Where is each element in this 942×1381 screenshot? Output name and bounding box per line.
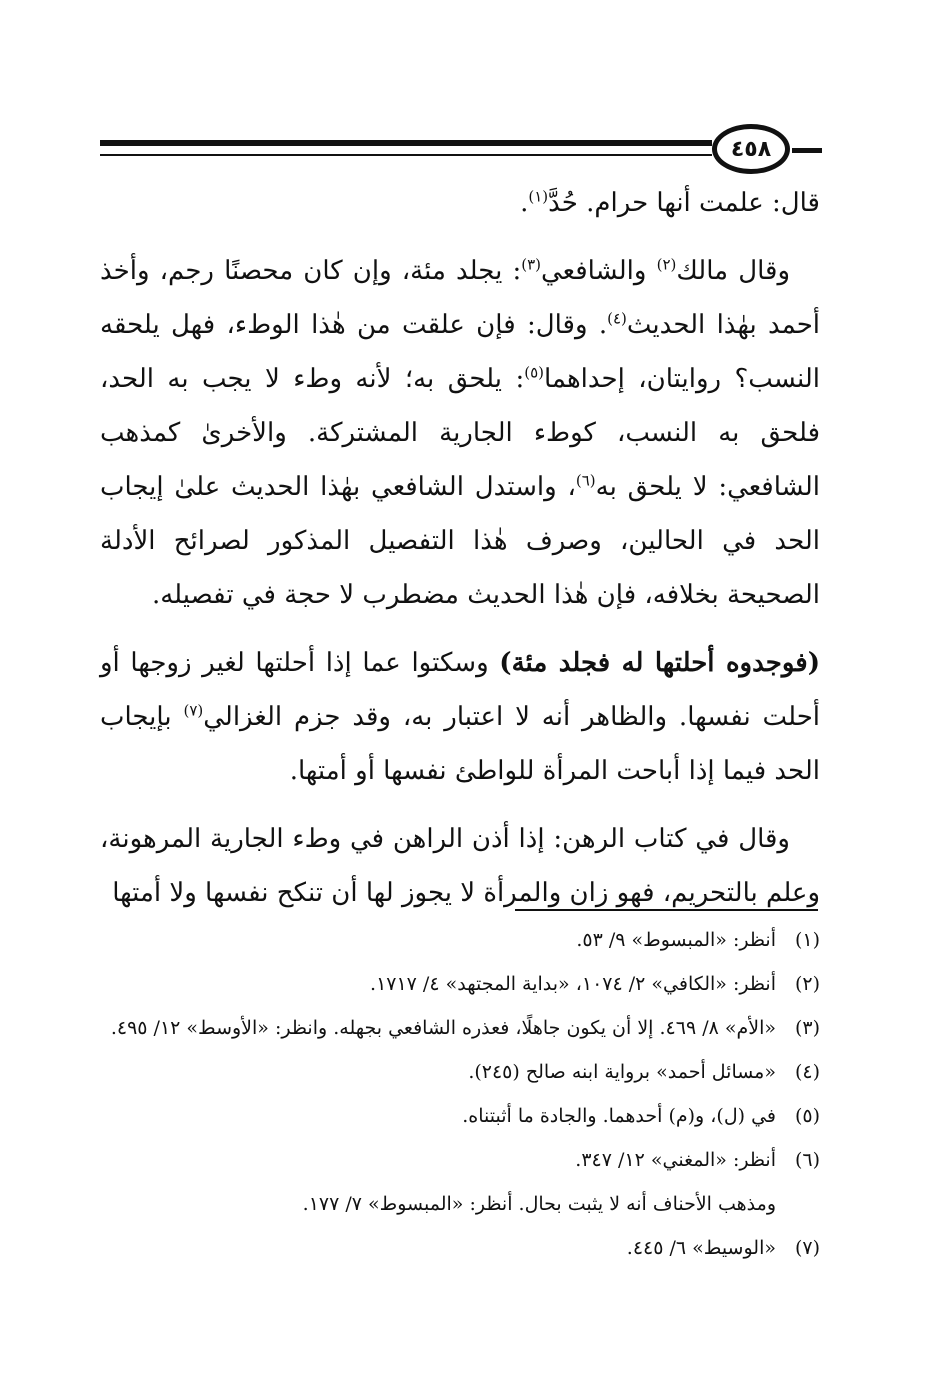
footnote: [100, 1228, 820, 1268]
footnote-ref: (١): [528, 187, 549, 206]
text-run: : يلحق به؛ لأنه وطء لا يجب به الحد، فلحق به النسب، كوطء الجارية المشتركة. والأخرىٰ كمذهب الشافعي: لا يلحق به: [100, 364, 820, 502]
footnote: [100, 1096, 820, 1136]
footnote-number: (٦): [794, 1149, 820, 1171]
text-run: قال: علمت أنها حرام. حُدَّ: [548, 188, 820, 218]
footnote-text: «مسائل أحمد» برواية ابنه صالح (٢٤٥).: [468, 1061, 776, 1083]
footnote-ref: (٧): [183, 701, 204, 720]
text-run: : يجلد مئة، وإن كان محصنًا رجم، وأخذ أحمد بهٰذا الحديث: [100, 256, 820, 340]
footnote-text: «الوسيط» ٦/ ٤٤٥.: [626, 1237, 776, 1259]
footnote-ref: (٦): [575, 471, 596, 490]
footnote-number: (١): [794, 929, 820, 951]
paragraph-p2: [100, 244, 820, 622]
footnote: [100, 964, 820, 1004]
paragraph-p3: [100, 636, 820, 798]
text-run: والشافعي: [541, 256, 657, 286]
footnote: [100, 1008, 820, 1048]
text-run: وسكتوا عما إذا أحلتها لغير زوجها أو أحلت نفسها. والظاهر أنه لا اعتبار به، وقد جزم الغزالي: [100, 648, 820, 732]
footnote-separator: [515, 909, 818, 911]
page-number-badge: [712, 124, 790, 174]
header-rule-thin: [100, 154, 712, 156]
text-run: وقال مالك: [676, 256, 791, 286]
footnote-text: أنظر: «الكافي» ٢/ ١٠٧٤، «بداية المجتهد» ٤/ ١٧١٧.: [370, 973, 776, 995]
footnote: [100, 1052, 820, 1092]
text-run: ، واستدل الشافعي بهٰذا الحديث علىٰ إيجاب الحد في الحالين، وصرف هٰذا التفصيل المذكور لصرائح الأدلة الصحيحة بخلافه، فإن هٰذا الحديث مضطرب لا حجة في تفصيله.: [100, 472, 820, 610]
bold-quote: (فوجدوه أحلتها له فجلد مئة): [499, 648, 820, 678]
footnote-number: (٢): [794, 973, 820, 995]
footnote-ref: (٢): [656, 255, 677, 274]
footnote-text: في (ل)، و(م) أحدهما. والجادة ما أثبتناه.: [462, 1105, 776, 1127]
footnote-ref: (٥): [524, 363, 544, 382]
header-rule-thick: [100, 140, 712, 146]
footnote: [100, 920, 820, 960]
paragraph-p1: [100, 176, 820, 230]
footnote-ref: (٤): [607, 309, 627, 328]
main-text: [100, 176, 820, 920]
page-number: ٤٥٨: [730, 136, 772, 162]
footnote-number: (٥): [794, 1105, 820, 1127]
footnote-number: (٤): [794, 1061, 820, 1083]
footnote-ref: (٣): [521, 255, 541, 274]
text-run: وقال في كتاب الرهن: إذا أذن الراهن في وطء الجارية المرهونة، وعلم بالتحريم، فهو زان والمرأة لا يجوز لها أن تنكح نفسها ولا أمتها: [100, 824, 820, 908]
footnote-text: «الأم» ٨/ ٤٦٩. إلا أن يكون جاهلًا، فعذره الشافعي بجهله. وانظر: «الأوسط» ١٢/ ٤٩٥.: [110, 1017, 776, 1039]
text-run: . وقال: فإن علقت من هٰذا الوطء، فهل يلحقه النسب؟ روايتان، إحداهما: [100, 310, 821, 394]
paragraph-p4: [100, 812, 820, 920]
footnote-text: أنظر: «المبسوط» ٩/ ٥٣.: [576, 929, 776, 951]
footnote-continuation: ومذهب الأحناف أنه لا يثبت بحال. أنظر: «المبسوط» ٧/ ١٧٧.: [302, 1193, 776, 1215]
footnote-number: (٣): [794, 1017, 820, 1039]
footnotes: [100, 920, 820, 1272]
footnote-text: أنظر: «المغني» ١٢/ ٣٤٧.: [575, 1149, 776, 1171]
footnote-number: (٧): [794, 1237, 820, 1259]
footnote: [100, 1140, 820, 1180]
text-run: .: [520, 188, 529, 218]
header-rule-right: [792, 148, 822, 153]
text-run: بإيجاب الحد فيما إذا أباحت المرأة للواطئ نفسها أو أمتها.: [100, 702, 820, 786]
